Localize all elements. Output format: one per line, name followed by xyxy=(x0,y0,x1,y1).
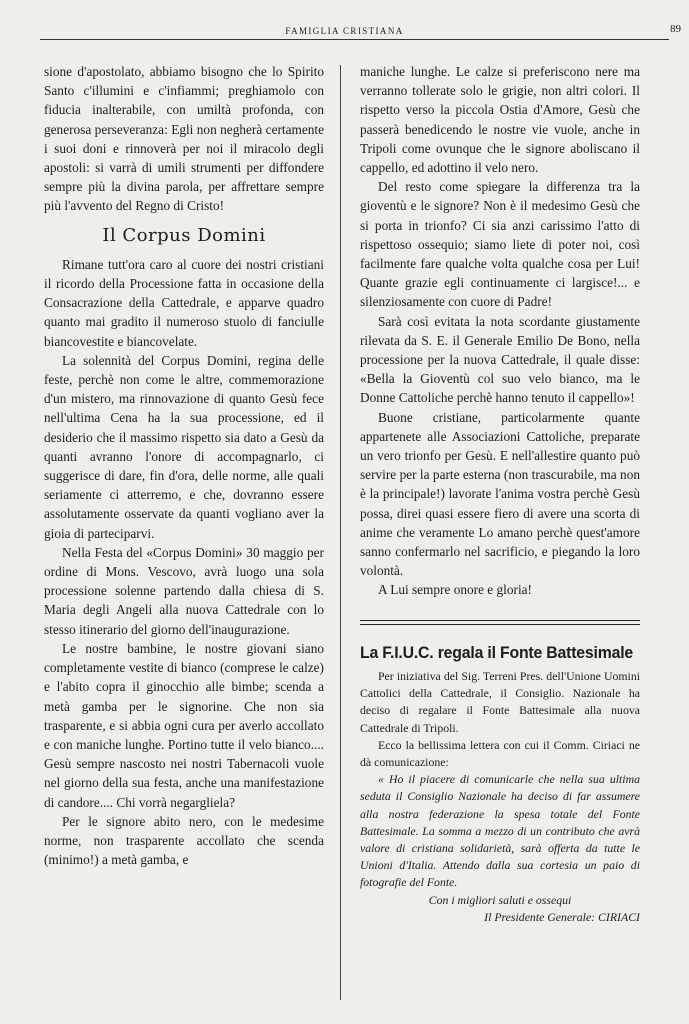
quoted-letter: « Ho il piacere di comunicarle che nella sua ultima seduta il Consiglio Nazionale ha deciso di far assumere alla nostra federazione la spesa totale del Fonte Battesimale. La somma a mezzo di un contributo che avrà valore di cristiana solidarietà, sarà offerta da tutte le Unioni d'Italia. Attendo dalla sua cortesia un paio di fotografie del Fonte. xyxy=(360,772,640,890)
paragraph: La solennità del Corpus Domini, regina delle feste, perchè non come le altre, commemorazione d'un mistero, ma rinnovazione di quanto Gesù fece nell'ultima Cena ha la sua processione, ed il desiderio che il massimo rispetto sia dato a Gesù da quanti avranno l'onore di accompagnarlo, ci suggerisce di dare, fin d'ora, delle norme, alle quali seriamente ci atterremo, e che, dovranno essere assolutamente osservate da quanti vogliano aver la gioia di parteciparvi. xyxy=(44,352,324,541)
section-title-corpus-domini: Il Corpus Domini xyxy=(102,224,266,246)
page-number: 89 xyxy=(670,23,681,35)
paragraph: Rimane tutt'ora caro al cuore dei nostri cristiani il ricordo della Processione fatta in occasione della Consacrazione della Cattedrale, e apparve quadro quanto mai gradito il numeroso stuolo di fanciulle biancovestite e biancovelate. xyxy=(44,256,324,349)
double-rule xyxy=(360,620,640,625)
paragraph: Nella Festa del «Corpus Domini» 30 maggio per ordine di Mons. Vescovo, avrà luogo una sola processione solenne partendo dalla chiesa di S. Maria degli Angeli alla nuova Cattedrale con lo stesso itinerario del giorno dell'inaugurazione. xyxy=(44,544,324,637)
letter-closing: Con i migliori saluti e ossequi xyxy=(428,892,572,907)
paragraph: maniche lunghe. Le calze si preferiscono nere ma verranno tollerate solo le grigie, non altri colori. Il rispetto verso la piccola Ostia d'Amore, Gesù che passerà benedicendo le nostre vie vuole, anche in Tripoli come ovunque che le signore aboliscano il cappello, ed adottino il velo nero. xyxy=(360,64,640,176)
article-title-fiuc: La F.I.U.C. regala il Fonte Battesimale xyxy=(360,642,634,662)
running-title: FAMIGLIA CRISTIANA xyxy=(285,26,404,36)
paragraph: Per le signore abito nero, con le medesime norme, non trasparente accollato che scenda (minimo!) a metà gamba, e xyxy=(44,813,324,868)
paragraph: Sarà così evitata la nota scordante giustamente rilevata da S. E. il Generale Emilio De Bono, nella processione per la nuova Cattedrale, il quale disse: «Bella la Gioventù col suo velo bianco, ma le Donne Cattoliche perchè hanno tenuto il cappello»! xyxy=(360,313,640,406)
header-rule xyxy=(40,39,669,40)
left-column xyxy=(44,62,324,869)
intro-paragraph: sione d'apostolato, abbiamo bisogno che lo Spirito Santo c'illumini e c'infiammi; preghiamolo con fiducia inalterabile, con umiltà profonda, con generosa perseveranza: Egli non negherà certamente i suoi doni e rinnoverà per noi il miracolo degli apostoli: si varrà di umili strumenti per diffondere sempre più la divina parola, per affrettare sempre più l'avvento del Regno di Cristo! xyxy=(44,64,324,214)
closing-line: A Lui sempre onore e gloria! xyxy=(378,582,532,598)
column-divider xyxy=(340,65,341,1000)
paragraph: Ecco la bellissima lettera con cui il Comm. Ciriaci ne dà comunicazione: xyxy=(360,737,640,769)
right-column xyxy=(360,62,640,926)
paragraph: Per iniziativa del Sig. Terreni Pres. dell'Unione Uomini Cattolici della Cattedrale, il Consiglio. Nazionale ha deciso di regalare il Fonte Battesimale alla nuova Cattedrale di Tripoli. xyxy=(360,668,640,735)
paragraph: Buone cristiane, particolarmente quante appartenete alle Associazioni Cattoliche, preparate un vero trionfo per Gesù. E nell'allestire quanto può servire per la parte esterna (non trascurabile, ma non è la principale!) lavorate l'anima vostra perchè Gesù possa, direi quasi essere fiero di avere una scorta di anime che veramente Lo amano perchè quest'amore sanno confermarlo nel sacrificio, e piegando la loro volontà. xyxy=(360,409,640,579)
page-header xyxy=(0,0,689,40)
paragraph: Del resto come spiegare la differenza tra la gioventù e le signore? Non è il medesimo Gesù che si porta in trionfo? Ci sia anzi carissimo l'atto di rispettoso ossequio; siamo liete di poter noi, così facilmente fare qualche volta qualche cosa per Lui! Quante grazie egli continuamente ci largisce!... e silenziosamente con cuore di Padre! xyxy=(360,179,640,310)
letter-signature: Il Presidente Generale: CIRIACI xyxy=(484,909,640,924)
paragraph: Le nostre bambine, le nostre giovani siano completamente vestite di bianco (comprese le calze) e l'abito copra il ginocchio alle bimbe; scenda a metà gamba per le signorine. Che non sia trasparente, e si abbia ogni cura per averlo accollato e con maniche lunghe. Portino tutte il velo bianco.... Gesù sempre nascosto nei nostri Tabernacoli vuole nel giorno della sua festa, anche una manifestazione di candore.... Chi vorrà negargliela? xyxy=(44,640,324,810)
